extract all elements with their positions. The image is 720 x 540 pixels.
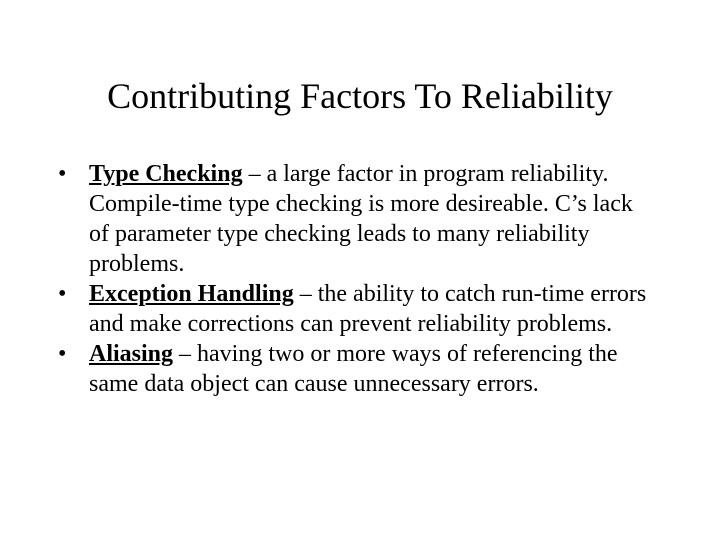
bullet-term: Type Checking (89, 161, 243, 187)
bullet-text: – having two or more ways of referencing the same data object can cause unnecessary errors. (89, 341, 618, 397)
bullet-icon: • (58, 161, 67, 187)
slide-title: Contributing Factors To Reliability (107, 76, 613, 116)
bullet-icon: • (58, 281, 67, 307)
bullet-item-exception-handling (58, 279, 658, 339)
bullet-term: Exception Handling (89, 281, 294, 307)
bullet-item-type-checking (58, 159, 658, 279)
bullet-item-aliasing (58, 339, 658, 399)
bullet-list (58, 159, 658, 399)
bullet-text: – a large factor in program reliability. Compile-time type checking is more desireable. C’s lack of parameter type checking leads to many reliability problems. (89, 161, 633, 277)
bullet-icon: • (58, 341, 67, 367)
bullet-text: – the ability to catch run-time errors and make corrections can prevent reliability problems. (89, 281, 647, 337)
bullet-term: Aliasing (89, 341, 174, 367)
